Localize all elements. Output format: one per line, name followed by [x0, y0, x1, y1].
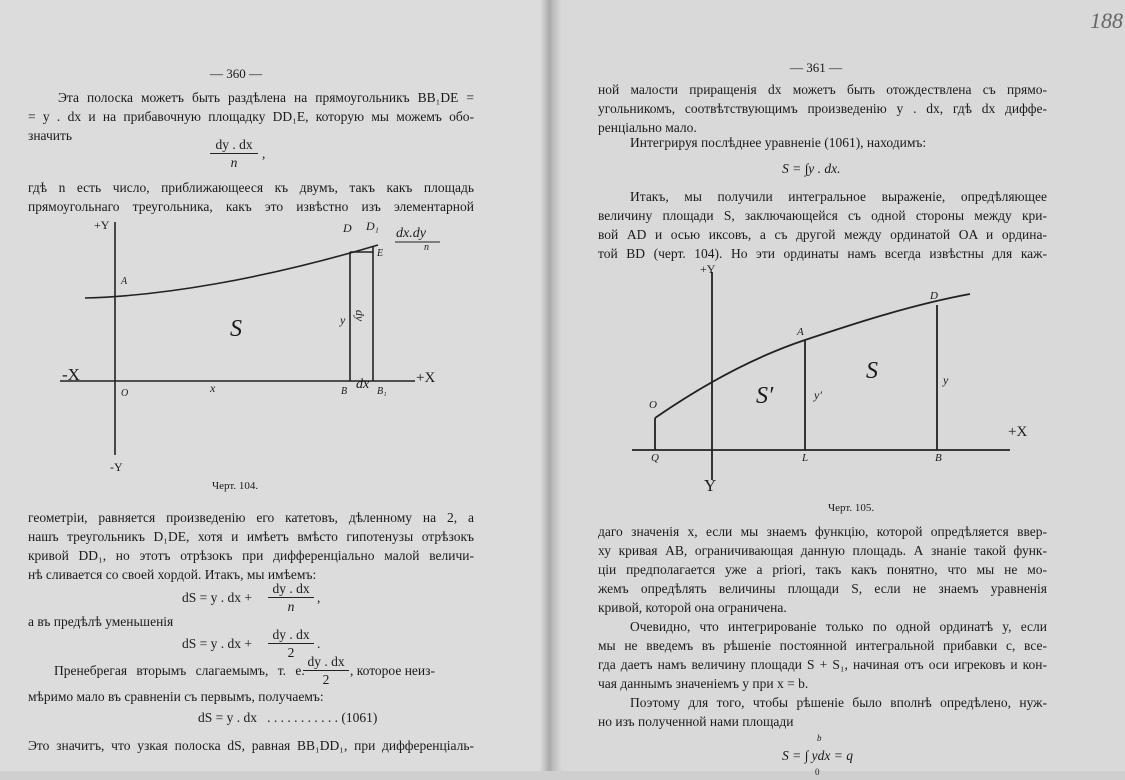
text-line: но изъ полученной нами площади	[598, 714, 794, 729]
label-d: D	[343, 221, 352, 235]
label-s-prime: S′	[756, 383, 774, 409]
formula-denominator: n	[230, 155, 238, 170]
text-line: Итакъ, мы получили интегральное выраженіе, опредѣляющее	[630, 189, 1047, 204]
label-dxdy: dx.dy	[396, 226, 426, 241]
label-o: O	[121, 388, 129, 399]
label-y: y	[943, 373, 949, 387]
text-line: гда даетъ намъ величину площади S + S₁, начиная отъ оси игрековъ и кон-	[598, 657, 1047, 672]
text-line: гдѣ n есть число, приближающееся къ двумъ, такъ какъ площадь	[28, 180, 474, 195]
label-l: L	[802, 452, 809, 464]
formula-denominator: n	[287, 599, 295, 614]
integral-upper-limit: b	[817, 733, 822, 743]
text-line: Интегрируя послѣднее уравненіе (1061), находимъ:	[630, 135, 927, 150]
label-y-prime: y′	[814, 388, 822, 402]
text-line: значить	[28, 128, 73, 143]
label-s: S	[230, 316, 242, 342]
text-line: нашъ треугольникъ D₁DE, хотя и имѣетъ вмѣсто гипотенузы отрѣзокъ	[28, 529, 474, 544]
label-b1: B₁	[377, 386, 387, 397]
label-b: B	[341, 386, 348, 397]
text-line: той BD (черт. 104). Но эти ординаты намъ всегда извѣстны для каж-	[598, 246, 1047, 261]
text-line: Это значитъ, что узкая полоска dS, равная BB₁DD₁, при дифференціаль-	[28, 738, 474, 753]
text-line: даго значенія x, если мы знаемъ функцію, которой опредѣляется ввер-	[598, 524, 1047, 539]
text-line: прямоугольнаго треугольника, какъ это извѣстно изъ элементарной	[28, 199, 474, 214]
text-line: геометріи, равняется произведенію его катетовъ, дѣленному на 2, а	[28, 510, 474, 525]
figure-caption: Черт. 104.	[212, 480, 259, 492]
text-line: ху кривая AB, ограничивающая данную площадь. А знаніе такой функ-	[598, 543, 1047, 558]
formula-denominator: 2	[322, 672, 330, 687]
text-line: Эта полоска можетъ быть раздѣлена на прямоугольникъ BB₁DE =	[58, 90, 474, 105]
label-dx: dx	[356, 377, 370, 392]
equation-1061: dS = y . dx . . . . . . . . . . . (1061)	[198, 710, 378, 725]
page-number: — 360 —	[210, 66, 262, 81]
formula-lhs: dS = y . dx +	[182, 636, 252, 651]
text-line: чая даннымъ значеніемъ y при x = b.	[598, 676, 809, 691]
text-line: Поэтому для того, чтобы рѣшеніе было вполнѣ опредѣлено, нуж-	[630, 695, 1047, 710]
figure-caption: Черт. 105.	[828, 502, 875, 514]
label-y: y	[340, 313, 346, 327]
text-line: Очевидно, что интегрированіе только по одной ординатѣ y, если	[630, 619, 1047, 634]
integral-formula: S = ∫y . dx.	[782, 161, 841, 176]
formula-punct: ,	[262, 146, 266, 161]
text-line: ціи предполагается уже a priori, такъ какъ понятно, что мы не мо-	[598, 562, 1047, 577]
page-number: — 361 —	[790, 60, 842, 75]
text-line: Пренебрегая вторымъ слагаемымъ, т. е.	[54, 663, 305, 678]
curve-od	[655, 294, 970, 418]
formula-punct: ,	[317, 590, 321, 605]
definite-integral: S = ∫ ydx = q	[782, 748, 854, 763]
label-dy: dy	[353, 309, 368, 322]
text-line: , которое неиз-	[350, 663, 435, 678]
label-d: D	[930, 290, 938, 302]
label-a: A	[797, 326, 804, 338]
text-line: мѣримо мало въ сравненіи съ первымъ, получаемъ:	[28, 689, 324, 704]
label-y-axis: Y	[704, 476, 717, 495]
label-d1: D₁	[366, 219, 379, 233]
text-line: кривой, которой она ограничена.	[598, 600, 787, 615]
label-n: n	[424, 242, 429, 253]
label-minus-x: -X	[62, 365, 80, 384]
label-s: S	[866, 358, 878, 384]
label-q: Q	[651, 452, 659, 464]
label-o: O	[649, 399, 657, 411]
text-line: мы не введемъ въ рѣшеніе постоянной интегральной прибавки c, все-	[598, 638, 1047, 653]
label-plus-y: +Y	[94, 218, 110, 232]
label-plus-x: +X	[1008, 424, 1028, 440]
formula-lhs: dS = y . dx +	[182, 590, 252, 605]
label-a: A	[121, 276, 128, 287]
text-line: ной малости приращенія dx можетъ быть отождествлена съ прямо-	[598, 82, 1047, 97]
text-line: кривой DD₁, но этотъ отрѣзокъ при дифференціально малой величи-	[28, 548, 474, 563]
label-x: x	[210, 381, 216, 395]
label-b: B	[935, 452, 942, 464]
formula-numerator: dy . dx	[210, 137, 258, 154]
handwritten-page-note: 188	[1090, 8, 1123, 33]
label-e: E	[377, 248, 384, 259]
text-line: = y . dx и на прибавочную площадку DD₁E, которую мы можемъ обо-	[28, 109, 474, 124]
formula-numerator: dy . dx	[303, 654, 349, 671]
formula-numerator: dy . dx	[268, 627, 314, 644]
formula-numerator: dy . dx	[268, 581, 314, 598]
text-line: а въ предѣлѣ уменьшенія	[28, 614, 174, 629]
text-line: величину площади S, заключающейся съ одной стороны между кри-	[598, 208, 1047, 223]
text-line: угольникомъ, соотвѣтствующимъ произведенію y . dx, гдѣ dx диффе-	[598, 101, 1047, 116]
text-line: нѣ сливается со своей хордой. Итакъ, мы имѣемъ:	[28, 567, 317, 582]
formula-denominator: 2	[287, 645, 295, 660]
integral-lower-limit: 0	[815, 767, 820, 777]
text-line: ренціально мало.	[598, 120, 697, 135]
text-line: вой AD и осью иксовъ, а съ другой между ординатой OA и ордина-	[598, 227, 1047, 242]
label-minus-y: -Y	[110, 460, 123, 474]
text-line: жемъ опредѣлять величины площади S, если не знаемъ уравненія	[598, 581, 1047, 596]
formula-punct: .	[317, 636, 321, 651]
label-plus-x: +X	[416, 370, 436, 386]
curve-ad	[85, 245, 378, 298]
label-plus-y: +Y	[700, 262, 716, 276]
